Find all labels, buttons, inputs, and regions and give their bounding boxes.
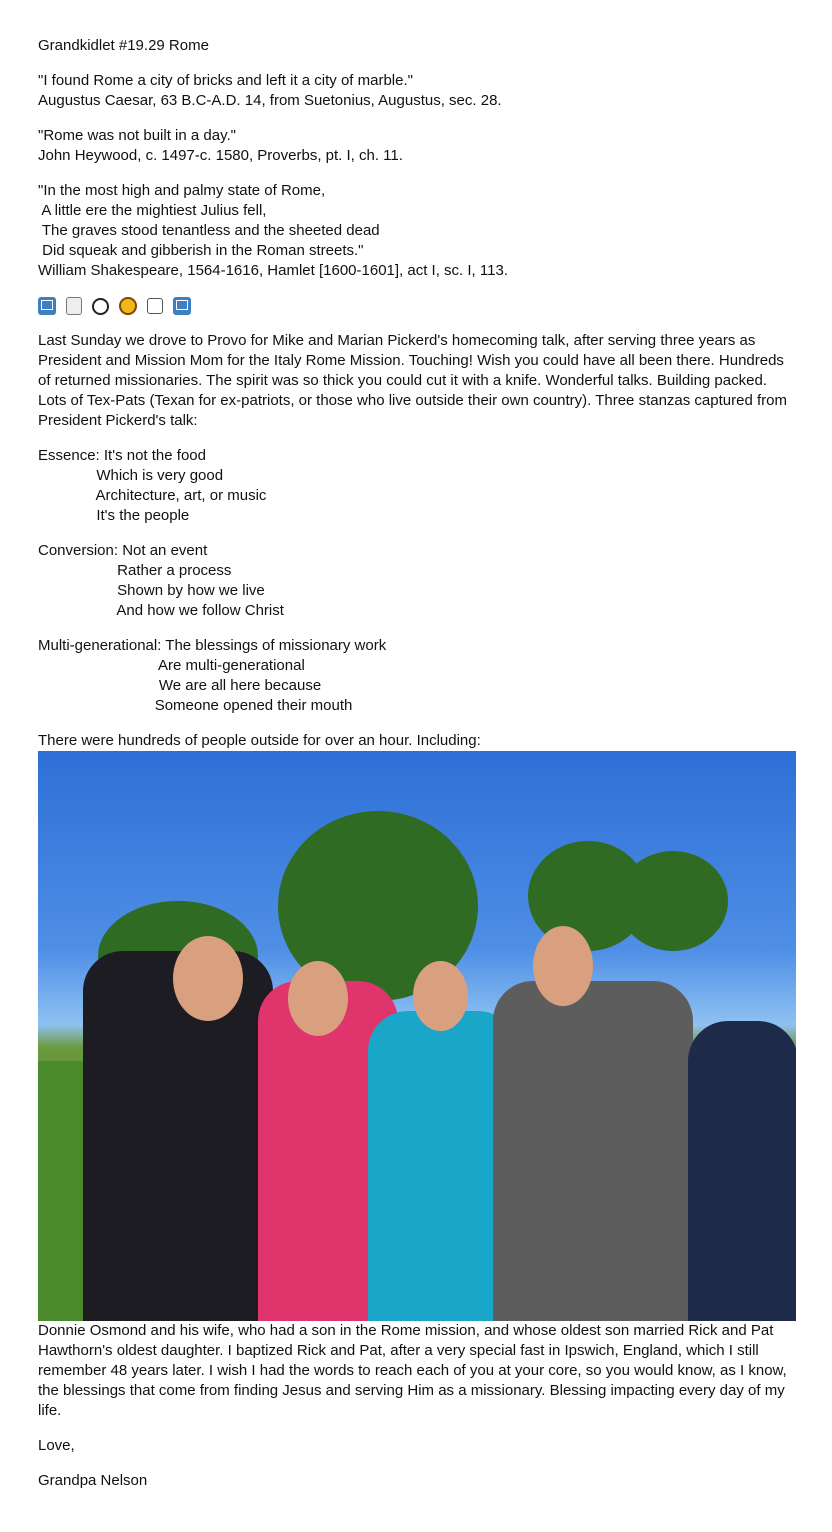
face [173,936,243,1021]
closing: Love, [38,1437,75,1454]
person-1 [83,951,273,1321]
quote-text: "I found Rome a city of bricks and left it a city of marble." [38,72,413,89]
group-photo [38,751,796,1321]
stanza-essence [38,446,798,526]
stanza-line: And how we follow Christ [38,602,284,619]
stanza-line: Essence: It's not the food [38,447,206,464]
stanza-conversion [38,541,798,621]
quote-text: The graves stood tenantless and the sheeted dead [38,222,380,239]
face [413,961,468,1031]
stanza-line: Someone opened their mouth [38,697,353,714]
emoji-row [38,296,798,316]
intro-paragraph: Last Sunday we drove to Provo for Mike and Marian Pickerd's homecoming talk, after serving three years as President and Mission Mom for the Italy Rome Mission. Touching! Wish you could have all been there. Hundreds of returned missionaries. The spirit was so thick you could cut it with a knife. Wonderful talks. Building packed. Lots of Tex-Pats (Texan for ex-patriots, or those who live outside their own country). Three stanzas captured from President Pickerd's talk: [38,332,787,429]
quote-text: "Rome was not built in a day." [38,127,236,144]
stanza-line: Multi-generational: The blessings of missionary work [38,637,387,654]
quote-attribution: Augustus Caesar, 63 B.C-A.D. 14, from Suetonius, Augustus, sec. 28. [38,92,502,109]
face [288,961,348,1036]
quote-text: A little ere the mightiest Julius fell, [38,202,267,219]
stanza-line: Rather a process [38,562,232,579]
sun-icon [119,297,137,315]
envelope-icon [173,297,191,315]
photo-intro: There were hundreds of people outside for over an hour. Including: [38,732,481,749]
skull-icon [92,298,109,315]
quote-2 [38,126,798,166]
quote-text: "In the most high and palmy state of Rome, [38,182,326,199]
quote-attribution: John Heywood, c. 1497-c. 1580, Proverbs, pt. I, ch. 11. [38,147,403,164]
face [533,926,593,1006]
net-icon [147,298,163,314]
stanza-line: Shown by how we live [38,582,265,599]
quote-1 [38,71,798,111]
person-4 [493,981,693,1321]
photo-caption: Donnie Osmond and his wife, who had a son in the Rome mission, and whose oldest son married Rick and Pat Hawthorn's oldest daughter. I baptized Rick and Pat, after a very special fast in Ipswich, England, which I still remember 48 years later. I wish I had the words to reach each of you at your core, so you would know, as I know, the blessings that come from finding Jesus and serving Him as a missionary. Blessing impacting every day of my life. [38,1322,787,1419]
stanza-line: Architecture, art, or music [38,487,267,504]
email-body [38,36,798,1491]
email-title: Grandkidlet #19.29 Rome [38,37,209,54]
stanza-line: Which is very good [38,467,224,484]
stanza-line: Conversion: Not an event [38,542,208,559]
quote-text: Did squeak and gibberish in the Roman streets." [38,242,364,259]
gif-icon [66,297,82,315]
stanza-line: It's the people [38,507,190,524]
quote-attribution: William Shakespeare, 1564-1616, Hamlet [1600-1601], act I, sc. I, 113. [38,262,508,279]
stanza-multi-generational [38,636,798,716]
stanza-line: Are multi-generational [38,657,305,674]
person-background [688,1021,796,1321]
envelope-icon [38,297,56,315]
tree [618,851,728,951]
quote-3 [38,181,798,281]
signature: Grandpa Nelson [38,1472,148,1489]
stanza-line: We are all here because [38,677,322,694]
